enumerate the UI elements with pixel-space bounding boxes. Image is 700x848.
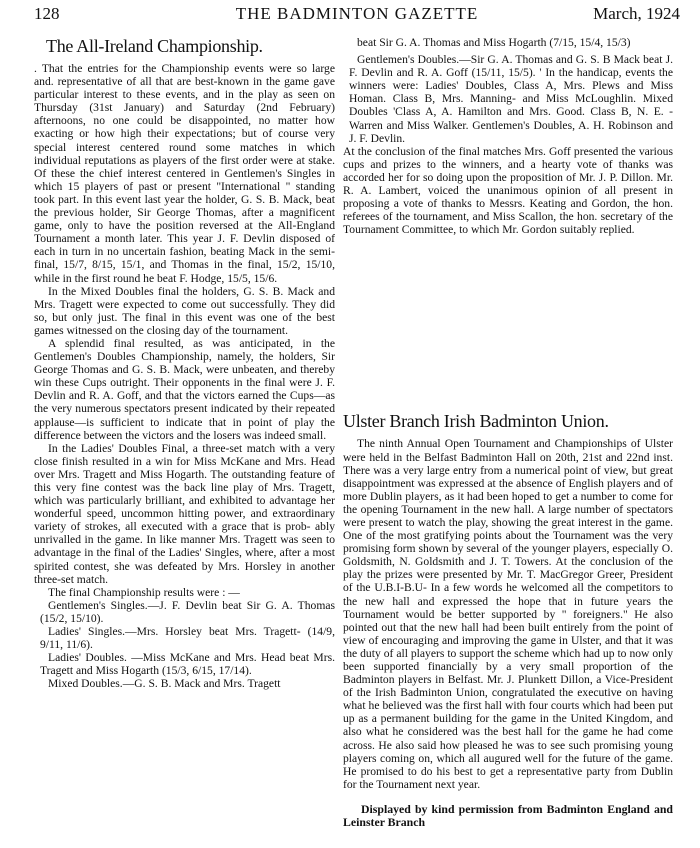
page-header [34,4,680,28]
result-line: Ladies' Doubles. —Miss McKane and Mrs. Head beat Mrs. Tragett and Miss Hogarth (15/3, 6/15, 17/14). [40,651,335,678]
issue-date: March, 1924 [593,4,680,23]
right-column [343,36,673,830]
result-line: Gentlemen's Singles.—J. F. Devlin beat Sir G. A. Thomas (15/2, 15/10). [40,598,335,625]
column-spacer [343,236,673,411]
permission-credit: Displayed by kind permission from Badminton England and Leinster Branch [343,801,673,830]
gents-doubles-result: Gentlemen's Doubles.—Sir G. A. Thomas and G. S. B Mack beat J. F. Devlin and R. A. Goff (15/11, 15/5). ' In the handicap, events the winners were: Ladies' Doubles, Class A, Mrs. Plews and Miss Homan. Class B, Mrs. Manning- and Miss McLoughlin. Mixed Doubles 'Class A, A. Hamilton and Mrs. Good. Class B, N. E. - Warren and Miss Walker. Gentlemen's Doubles, A. H. Robinson and J. F. Devlin. [349,53,673,145]
paragraph: . That the entries for the Championship events were so large and. representative of all that are best-known in the game gave particular interest to these events, and in the play as seen on Thursday (31st January) and Saturday (2nd February) afternoons, no one could be disappointed, no matter how exacting or how high their expectations; but of course very special interest centered round some matches in which individual reputations as players of the first order were at stake. Of these the chief interest centered in Gentlemen's Singles in which 15 players of past or present "International " standing took part. In this event last year the holder, G. S. B. Mack, beat the previous holder, Sir George Thomas, after a magnificent game, only to have the position reversed at the All-England Tournament a month later. This year J. F. Devlin disposed of each in turn in no uncertain fashion, beating Mack in the semi-final, 15/7, 8/15, 15/1, and Thomas in the final, 15/2, 15/10, while in the first round he beat F. Hodge, 15/5, 15/6. [34,62,335,285]
result-line: Mixed Doubles.—G. S. B. Mack and Mrs. Tragett [48,677,281,691]
article-title-ulster: Ulster Branch Irish Badminton Union. [343,411,609,432]
paragraph: A splendid final resulted, as was anticipated, in the Gentlemen's Doubles Championship, namely, the holders, Sir George Thomas and G. S. B. Mack, were unbeaten, and thereby win these Cups outright. Their opponents in the final were J. F. Devlin and R. A. Goff, and that the victors earned the Cups—as the very numerous spectators present indicated by their repeated applause—is sufficient to indicate that in point of play the difference between the victors and the losers was indeed small. [34,336,335,442]
results-intro: The final Championship results were : — [48,585,240,599]
paragraph: In the Ladies' Doubles Final, a three-set match with a very close finish resulted in a win for Miss McKane and Mrs. Head over Mrs. Tragett and Miss Hogarth. The outstanding feature of this very fine contest was the back line play of Mrs. Tragett, which was particularly brilliant, and exhibited to advantage her wonderful speed, uncommon hitting power, and extraordinary variety of strokes, all executed with a grace that is prob- ably unrivalled in the game. In like manner Mrs. Tragett was seen to advantage in the final of the Ladies' Singles, where, after a most spirited contest, she was defeated by Mrs. Horsley in another three-set match. [34,441,335,586]
conclusion-paragraph: At the conclusion of the final matches Mrs. Goff presented the various cups and prizes to the winners, and a hearty vote of thanks was accorded her for so doing upon the proposition of Mr. J. P. Dillon. Mr. R. A. Lambert, voiced the unanimous opinion of all present in proposing a vote of thanks to Messrs. Keating and Gordon, the hon. referees of the tournament, and Miss Scallon, the hon. secretary of the Tournament Committee, to which Mr. Gordon suitably replied. [343,144,673,237]
paragraph: In the Mixed Doubles final the holders, G. S. B. Mack and Mrs. Tragett were expected to come out successfully. They did so, but only just. The final in this event was one of the best games witnessed on the closing day of the tournament. [34,284,335,337]
page-number: 128 [34,4,60,23]
result-line: Ladies' Singles.—Mrs. Horsley beat Mrs. Tragett- (14/9, 9/11, 11/6). [40,625,335,652]
ulster-paragraph: The ninth Annual Open Tournament and Championships of Ulster were held in the Belfast Badminton Hall on 20th, 21st and 22nd inst. There was a very large entry from a numerical point of view, but great disappointment was expressed at the absence of English players and of more Dublin players, as it had been hoped to get a number to come for the opening Tournament in the new hall. A large number of spectators were present to watch the play, showing the great interest in the game. One of the most gratifying points about the Tournament was the very promising form shown by several of the younger players, especially O. Goldsmith, N. Goldsmith and J. T. Towers. At the conclusion of the play the prizes were presented by Mr. T. MacGregor Greer, President of the U.B.I-B.U- In a few words he welcomed all the competitors to the new hall and expressed the hope that in future years the Tournament would be better supported by " foreigners." He also pointed out that the new hall had been built entirely from the point of view of encouraging and improving the game in Ulster, and that it was the duty of all players to support the scheme which had up to now only been supported financially by a very small proportion of the Badminton players in Belfast. Mr. J. Plunkett Dillon, a Vice-President of the Irish Badminton Union, congratulated the executive on having what he believed was the first hall with four courts which had been put up as a permanent building for the game in the United Kingdom, and also what he considered was the best hall for the game he had come across. He also said how pleased he was to see such promising young players coming on, which all augured well for the future of the game. He promised to do his best to get a representative party from Dublin for the Tournament next year. [343,437,673,791]
article-title-all-ireland: The All-Ireland Championship. [46,36,263,56]
results-continuation: beat Sir G. A. Thomas and Miss Hogarth (7/15, 15/4, 15/3) [357,36,631,49]
publication-title: THE BADMINTON GAZETTE [235,4,479,23]
left-column [34,36,335,691]
